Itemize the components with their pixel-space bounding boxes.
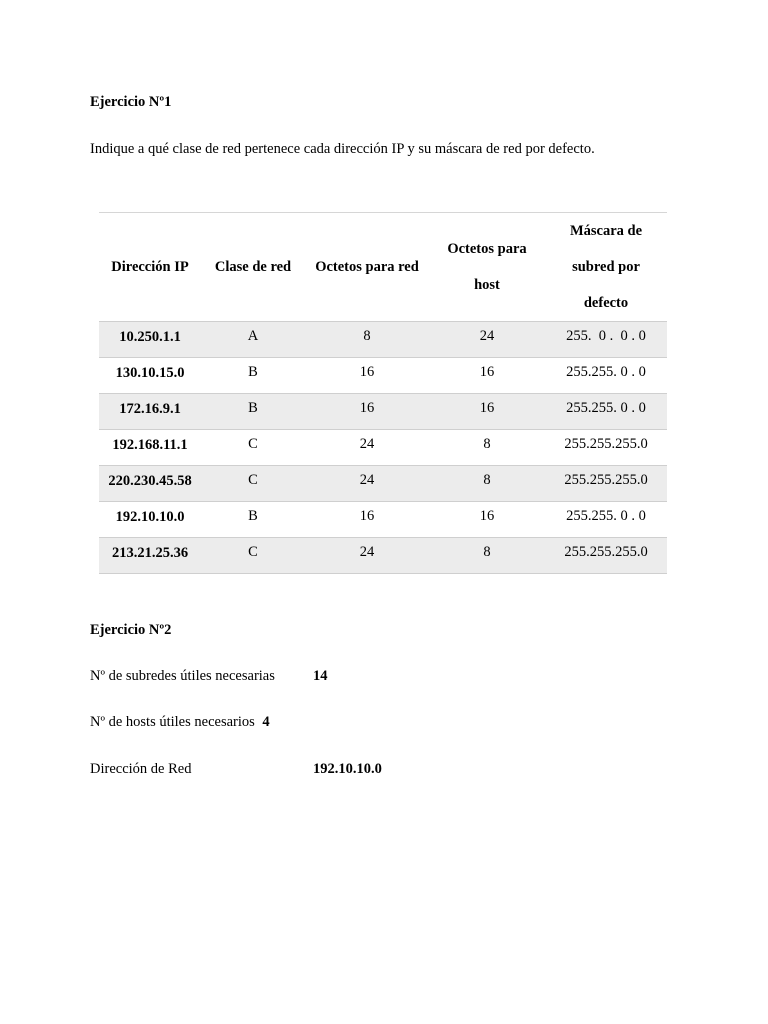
subnets-line	[90, 668, 328, 685]
cell-mascara: 255.255. 0 . 0	[545, 358, 667, 394]
cell-ip: 10.250.1.1	[99, 322, 201, 358]
cell-clase: C	[201, 466, 305, 502]
cell-ip: 192.10.10.0	[99, 502, 201, 538]
cell-octetos-red: 16	[305, 394, 429, 430]
cell-clase: C	[201, 430, 305, 466]
network-line	[90, 761, 382, 778]
subnets-label: Nº de subredes útiles necesarias	[90, 668, 275, 684]
exercise2-title: Ejercicio Nº2	[90, 622, 172, 638]
table-row	[99, 322, 667, 358]
cell-octetos-red: 16	[305, 502, 429, 538]
cell-clase: A	[201, 322, 305, 358]
header-mascara: Máscara de subred por defecto	[569, 223, 643, 311]
hosts-label: Nº de hosts útiles necesarios	[90, 714, 255, 730]
ip-class-table	[99, 212, 667, 574]
header-octetos-red: Octetos para red	[315, 259, 419, 275]
cell-octetos-red: 24	[305, 538, 429, 574]
cell-octetos-host: 24	[429, 322, 545, 358]
cell-octetos-host: 16	[429, 394, 545, 430]
table-header-row	[99, 213, 667, 322]
network-label: Dirección de Red	[90, 761, 192, 777]
subnets-value: 14	[313, 668, 328, 684]
cell-octetos-host: 8	[429, 430, 545, 466]
table-row	[99, 466, 667, 502]
cell-octetos-host: 8	[429, 538, 545, 574]
cell-octetos-host: 8	[429, 466, 545, 502]
exercise1-title: Ejercicio Nº1	[90, 94, 172, 110]
header-ip: Dirección IP	[111, 259, 189, 275]
cell-ip: 192.168.11.1	[99, 430, 201, 466]
cell-mascara: 255.255. 0 . 0	[545, 394, 667, 430]
network-value: 192.10.10.0	[313, 761, 382, 777]
cell-octetos-red: 24	[305, 466, 429, 502]
cell-mascara: 255.255. 0 . 0	[545, 502, 667, 538]
cell-mascara: 255.255.255.0	[545, 538, 667, 574]
table-row	[99, 502, 667, 538]
cell-mascara: 255.255.255.0	[545, 430, 667, 466]
hosts-line	[90, 714, 270, 731]
cell-clase: B	[201, 358, 305, 394]
header-clase: Clase de red	[214, 259, 292, 275]
cell-mascara: 255. 0 . 0 . 0	[545, 322, 667, 358]
cell-ip: 172.16.9.1	[99, 394, 201, 430]
cell-octetos-red: 24	[305, 430, 429, 466]
table-row	[99, 430, 667, 466]
table-row	[99, 538, 667, 574]
cell-clase: B	[201, 394, 305, 430]
cell-ip: 220.230.45.58	[99, 466, 201, 502]
cell-ip: 130.10.15.0	[99, 358, 201, 394]
cell-octetos-red: 16	[305, 358, 429, 394]
exercise1-instruction: Indique a qué clase de red pertenece cada dirección IP y su máscara de red por defecto.	[90, 141, 595, 157]
cell-ip: 213.21.25.36	[99, 538, 201, 574]
hosts-value: 4	[262, 714, 270, 730]
cell-octetos-host: 16	[429, 502, 545, 538]
cell-clase: C	[201, 538, 305, 574]
table-row	[99, 394, 667, 430]
cell-mascara: 255.255.255.0	[545, 466, 667, 502]
header-octetos-host: Octetos para host	[447, 241, 527, 293]
cell-octetos-host: 16	[429, 358, 545, 394]
table-row	[99, 358, 667, 394]
cell-clase: B	[201, 502, 305, 538]
cell-octetos-red: 8	[305, 322, 429, 358]
